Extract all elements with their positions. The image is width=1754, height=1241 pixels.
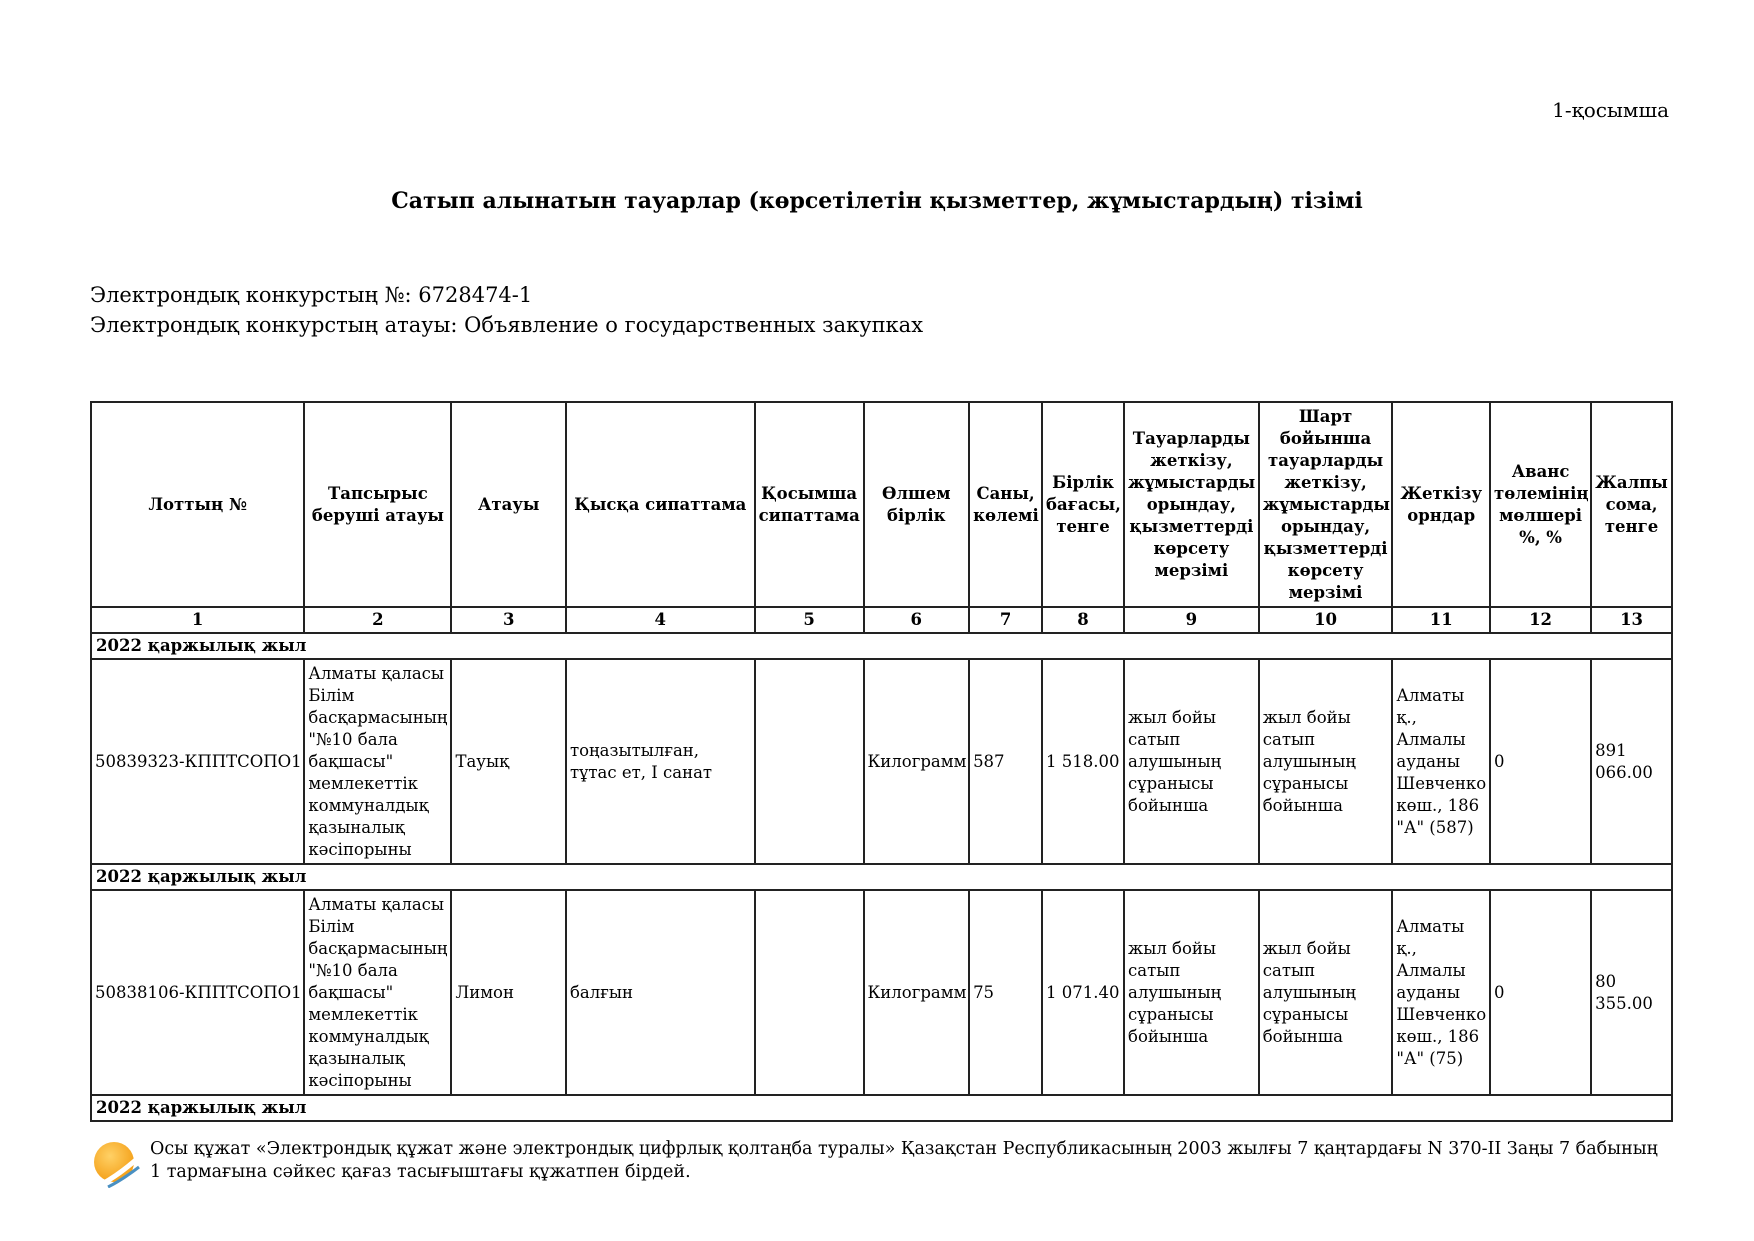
fiscal-year-label: 2022 қаржылық жыл — [91, 864, 1672, 890]
short-description-cell: тоңазытылған, тұтас ет, I санат — [566, 659, 755, 864]
document-title: Сатып алынатын тауарлар (көрсетілетін қызметтер, жұмыстардың) тізімі — [391, 188, 1363, 214]
annex-label: 1-қосымша — [1552, 98, 1669, 122]
advance-percent-cell: 0 — [1490, 890, 1591, 1095]
lot-number-cell: 50838106-КППТСОПО1 — [91, 890, 304, 1095]
item-name-cell: Тауық — [451, 659, 566, 864]
fiscal-year-row — [91, 1095, 1672, 1121]
column-header-unit: Өлшем бірлік — [864, 402, 970, 607]
delivery-place-cell: Алматы қ., Алмалы ауданы Шевченко көш., 186 "А" (75) — [1392, 890, 1490, 1095]
unit-price-cell: 1 071.40 — [1042, 890, 1124, 1095]
customer-cell: Алматы қаласы Білім басқармасының "№10 бала бақшасы" мемлекеттік коммуналдық қазыналық кәсіпорыны — [304, 659, 451, 864]
column-number: 4 — [566, 607, 755, 633]
column-number: 5 — [755, 607, 864, 633]
unit-cell: Килограмм — [864, 890, 970, 1095]
column-header-customer: Тапсырыс беруші атауы — [304, 402, 451, 607]
header-row — [91, 402, 1672, 607]
contract-term-cell: жыл бойы сатып алушының сұранысы бойынша — [1259, 659, 1393, 864]
column-header-lot-number: Лоттың № — [91, 402, 304, 607]
total-sum-cell: 891 066.00 — [1591, 659, 1672, 864]
column-number: 8 — [1042, 607, 1124, 633]
unit-cell: Килограмм — [864, 659, 970, 864]
delivery-term-cell: жыл бойы сатып алушының сұранысы бойынша — [1124, 659, 1259, 864]
column-header-total-sum: Жалпы сома, тенге — [1591, 402, 1672, 607]
column-number: 3 — [451, 607, 566, 633]
column-header-delivery-place: Жеткізу орндар — [1392, 402, 1490, 607]
column-number: 13 — [1591, 607, 1672, 633]
column-number: 10 — [1259, 607, 1393, 633]
unit-price-cell: 1 518.00 — [1042, 659, 1124, 864]
column-header-short-description: Қысқа сипаттама — [566, 402, 755, 607]
column-number: 11 — [1392, 607, 1490, 633]
delivery-place-cell: Алматы қ., Алмалы ауданы Шевченко көш., 186 "А" (587) — [1392, 659, 1490, 864]
column-header-name: Атауы — [451, 402, 566, 607]
tender-name-value: Объявление о государственных закупках — [464, 313, 924, 337]
customer-cell: Алматы қаласы Білім басқармасының "№10 бала бақшасы" мемлекеттік коммуналдық қазыналық кәсіпорыны — [304, 890, 451, 1095]
column-number: 9 — [1124, 607, 1259, 633]
fiscal-year-row — [91, 633, 1672, 659]
column-number: 6 — [864, 607, 970, 633]
column-number: 1 — [91, 607, 304, 633]
table-row — [91, 659, 1672, 864]
column-number: 12 — [1490, 607, 1591, 633]
lot-number-cell: 50839323-КППТСОПО1 — [91, 659, 304, 864]
column-number-row — [91, 607, 1672, 633]
tender-name-line — [90, 310, 923, 340]
extra-description-cell — [755, 890, 864, 1095]
egov-sun-logo-icon — [92, 1140, 140, 1188]
legal-footer — [92, 1138, 1672, 1184]
fiscal-year-label: 2022 қаржылық жыл — [91, 1095, 1672, 1121]
column-header-extra-description: Қосымша сипаттама — [755, 402, 864, 607]
tender-number-label: Электрондық конкурстың №: — [90, 283, 412, 307]
column-header-unit-price: Бірлік бағасы, тенге — [1042, 402, 1124, 607]
tender-number-value: 6728474-1 — [418, 283, 533, 307]
total-sum-cell: 80 355.00 — [1591, 890, 1672, 1095]
column-header-delivery-term: Тауарларды жеткізу, жұмыстарды орындау, қызметтерді көрсету мерзімі — [1124, 402, 1259, 607]
short-description-cell: балғын — [566, 890, 755, 1095]
column-header-quantity: Саны, көлемі — [969, 402, 1042, 607]
fiscal-year-label: 2022 қаржылық жыл — [91, 633, 1672, 659]
column-number: 7 — [969, 607, 1042, 633]
tender-name-label: Электрондық конкурстың атауы: — [90, 313, 458, 337]
item-name-cell: Лимон — [451, 890, 566, 1095]
column-number: 2 — [304, 607, 451, 633]
fiscal-year-row — [91, 864, 1672, 890]
contract-term-cell: жыл бойы сатып алушының сұранысы бойынша — [1259, 890, 1393, 1095]
tender-number-line — [90, 280, 923, 310]
column-header-contract-term: Шарт бойынша тауарларды жеткізу, жұмыстарды орындау, қызметтерді көрсету мерзімі — [1259, 402, 1393, 607]
table-row — [91, 890, 1672, 1095]
quantity-cell: 75 — [969, 890, 1042, 1095]
advance-percent-cell: 0 — [1490, 659, 1591, 864]
extra-description-cell — [755, 659, 864, 864]
legal-note: Осы құжат «Электрондық құжат және электрондық цифрлық қолтаңба туралы» Қазақстан Республикасының 2003 жылғы 7 қаңтардағы N 370-II Заңы 7 бабының 1 тармағына сәйкес қағаз тасығыштағы құжатпен бірдей. — [150, 1139, 1658, 1182]
lots-table — [90, 401, 1673, 1122]
tender-meta — [90, 280, 923, 340]
quantity-cell: 587 — [969, 659, 1042, 864]
delivery-term-cell: жыл бойы сатып алушының сұранысы бойынша — [1124, 890, 1259, 1095]
column-header-advance-percent: Аванс төлемінің мөлшері %, % — [1490, 402, 1591, 607]
